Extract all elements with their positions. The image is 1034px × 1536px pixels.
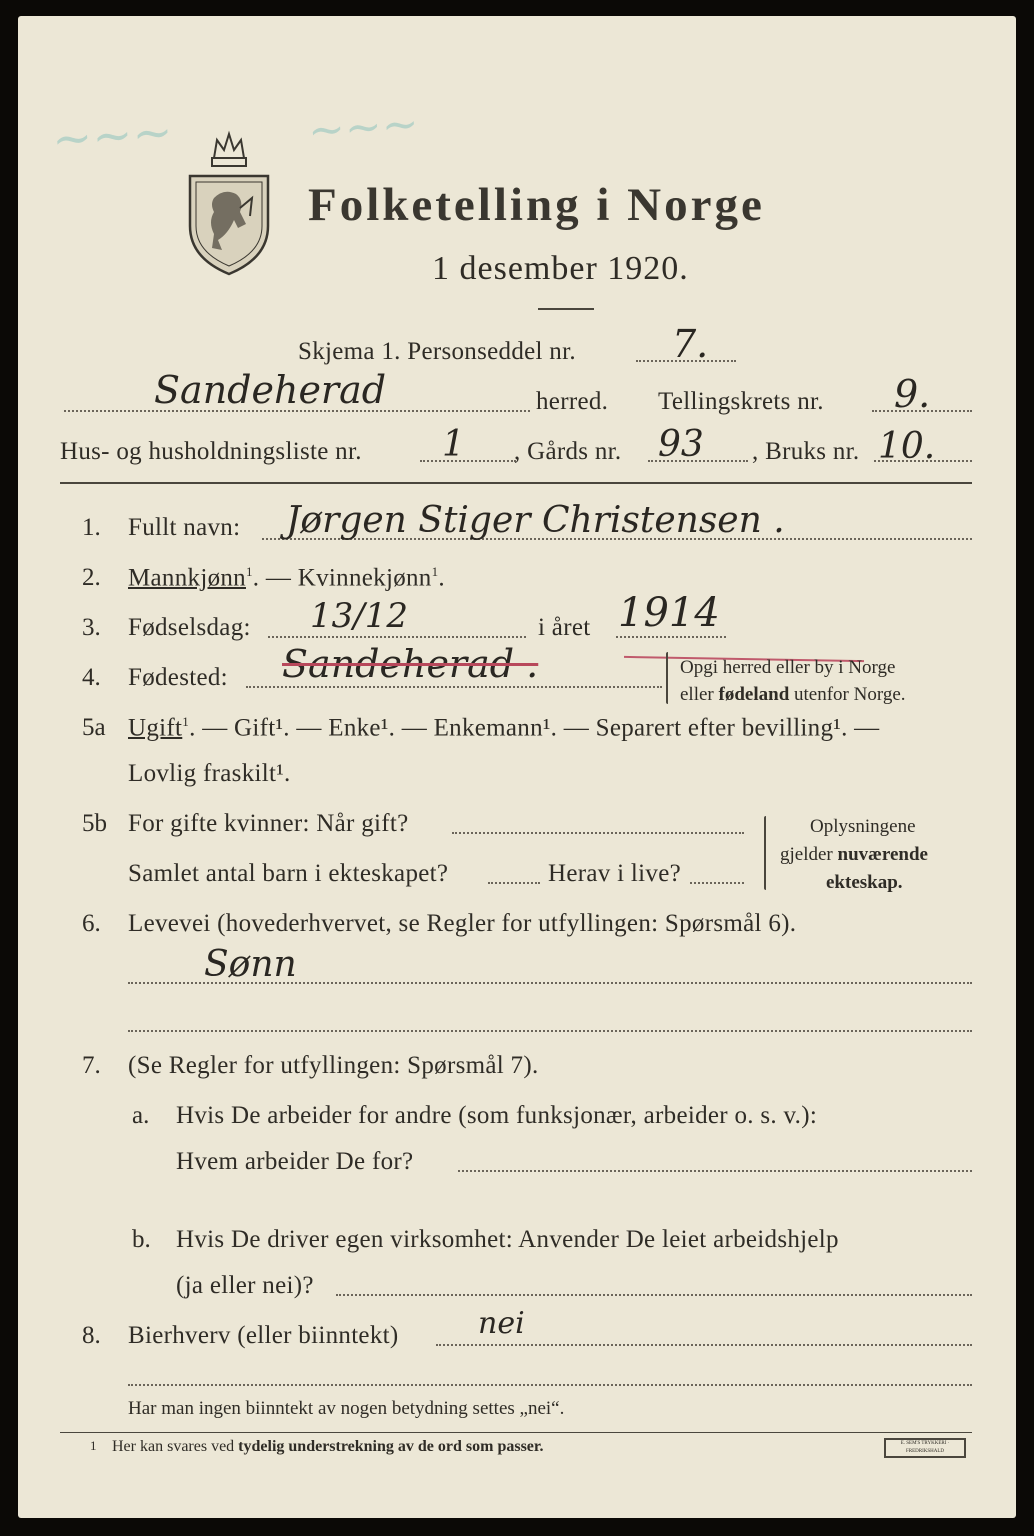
husliste-field-line [420,460,516,462]
q5b-children-field-line [488,882,540,884]
year-label: i året [538,614,591,641]
q6-number: 6. [82,910,101,937]
q5b-number: 5b [82,810,107,837]
norway-coat-of-arms-icon [184,128,274,278]
q2-footnote-mark: 1 [245,564,253,579]
bruks-nr-value[interactable]: 10. [878,426,936,467]
q2-options [128,564,445,592]
no-income-note: Har man ingen biinntekt av nogen betydning settes „nei“. [128,1398,565,1419]
birthplace-field-line [246,686,662,688]
title-divider [538,308,594,310]
q8-label: Bierhverv (eller biinntekt) [128,1322,399,1349]
tellingskrets-label: Tellingskrets nr. [658,388,824,415]
q7a-line1: Hvis De arbeider for andre (som funksjonær, arbeider o. s. v.): [176,1102,818,1129]
gards-nr-value[interactable]: 93 [658,424,704,465]
q7a-line2: Hvem arbeider De for? [176,1148,414,1175]
q5a-rest: . — Gift¹. — Enke¹. — Enkemann¹. — Separert efter bevilling¹. — [189,714,880,742]
q4-brace [666,652,668,704]
q2-end: . [438,564,445,592]
header-separator [60,482,972,484]
q5b-note-line3: ekteskap. [826,872,903,893]
q2-number: 2. [82,564,101,591]
q4-label: Fødested: [128,664,228,691]
q5b-married-field-line [452,832,744,834]
q1-number: 1. [82,514,101,541]
q5b-note-line2 [780,844,928,866]
q7b-number: b. [132,1226,151,1253]
herred-label: herred. [536,388,609,415]
husliste-label: Hus- og husholdningsliste nr. [60,438,362,465]
birthplace-value[interactable]: Sandeherad . [282,642,539,686]
q7-number: 7. [82,1052,101,1079]
q5b-brace [764,816,766,890]
birthyear-field-line [616,636,726,638]
skjema-label: Skjema 1. Personseddel nr. [298,338,576,365]
census-form-page [18,16,1016,1518]
q8-field-line-1 [436,1344,972,1346]
q7b-field-line [336,1294,972,1296]
q5a-number: 5a [82,714,106,741]
q7a-field-line [458,1170,972,1172]
form-title: Folketelling i Norge [308,179,765,231]
occupation-value[interactable]: Sønn [204,944,297,985]
q5b-note-gjelder: gjelder [780,844,833,865]
q5b-note-nuvaerende: nuværende [837,844,928,865]
birthdate-field-line [268,636,526,638]
birthyear-value[interactable]: 1914 [618,590,720,636]
faded-stamp-mark-2: ~~~ [306,98,421,157]
footnote-separator [60,1432,972,1433]
q8-number: 8. [82,1322,101,1349]
q7-label: (Se Regler for utfyllingen: Spørsmål 7). [128,1052,539,1079]
q5a-footnote-mark: 1 [182,714,190,729]
printer-stamp: E. SEM'S TRYKKERI · FREDRIKSHALD [884,1438,966,1458]
side-income-value[interactable]: nei [478,1306,525,1341]
birthdate-value[interactable]: 13/12 [310,596,408,636]
q5a-options [128,714,879,742]
q6-field-line-2 [128,1030,972,1032]
q2-rest: . — Kvinnekjønn [252,564,432,592]
q6-label: Levevei (hovederhvervet, se Regler for utfyllingen: Spørsmål 6). [128,910,797,937]
q4-note-fodeland: fødeland [718,684,790,705]
q5b-alive-field-line [690,882,744,884]
q5b-line1: For gifte kvinner: Når gift? [128,810,409,837]
gards-label: , Gårds nr. [514,438,622,465]
faded-stamp-mark: ~~~ [50,103,175,169]
census-date: 1 desember 1920. [432,250,689,287]
q5b-line2a: Samlet antal barn i ekteskapet? [128,860,449,887]
footnote-mark: 1 [90,1438,97,1453]
footnote-text [112,1438,544,1456]
footnote-text-b: tydelig understrekning av de ord som passer. [238,1438,544,1455]
q2-footnote-mark-2: 1 [431,564,439,579]
personseddel-nr-value[interactable]: 7. [672,322,709,366]
option-mannkjonn-selected[interactable]: Mannkjønn [128,564,246,592]
tellingskrets-nr-value[interactable]: 9. [894,372,931,416]
q5b-note-line1: Oplysningene [810,816,916,837]
q5a-line2: Lovlig fraskilt¹. [128,760,291,787]
option-ugift-selected[interactable]: Ugift [128,714,183,742]
q4-number: 4. [82,664,101,691]
husliste-nr-value[interactable]: 1 [442,424,465,465]
q6-field-line-1 [128,982,972,984]
q7a-number: a. [132,1102,150,1129]
q3-label: Fødselsdag: [128,614,251,641]
q4-note-eller: eller [680,684,714,705]
herred-value[interactable]: Sandeherad [154,368,387,412]
q3-number: 3. [82,614,101,641]
q7b-line1: Hvis De driver egen virksomhet: Anvender De leiet arbeidshjelp [176,1226,839,1253]
footnote-text-a: Her kan svares ved [112,1438,235,1455]
q5b-line2b: Herav i live? [548,860,682,887]
q4-note-line2 [680,684,906,706]
q4-note-utenfor: utenfor Norge. [794,684,906,705]
q7b-line2: (ja eller nei)? [176,1272,314,1299]
q8-field-line-2 [128,1384,972,1386]
q1-label: Fullt navn: [128,514,241,541]
bruks-label: , Bruks nr. [752,438,860,465]
q4-note-line1: Opgi herred eller by i Norge [680,657,896,678]
full-name-value[interactable]: Jørgen Stiger Christensen . [286,500,785,541]
